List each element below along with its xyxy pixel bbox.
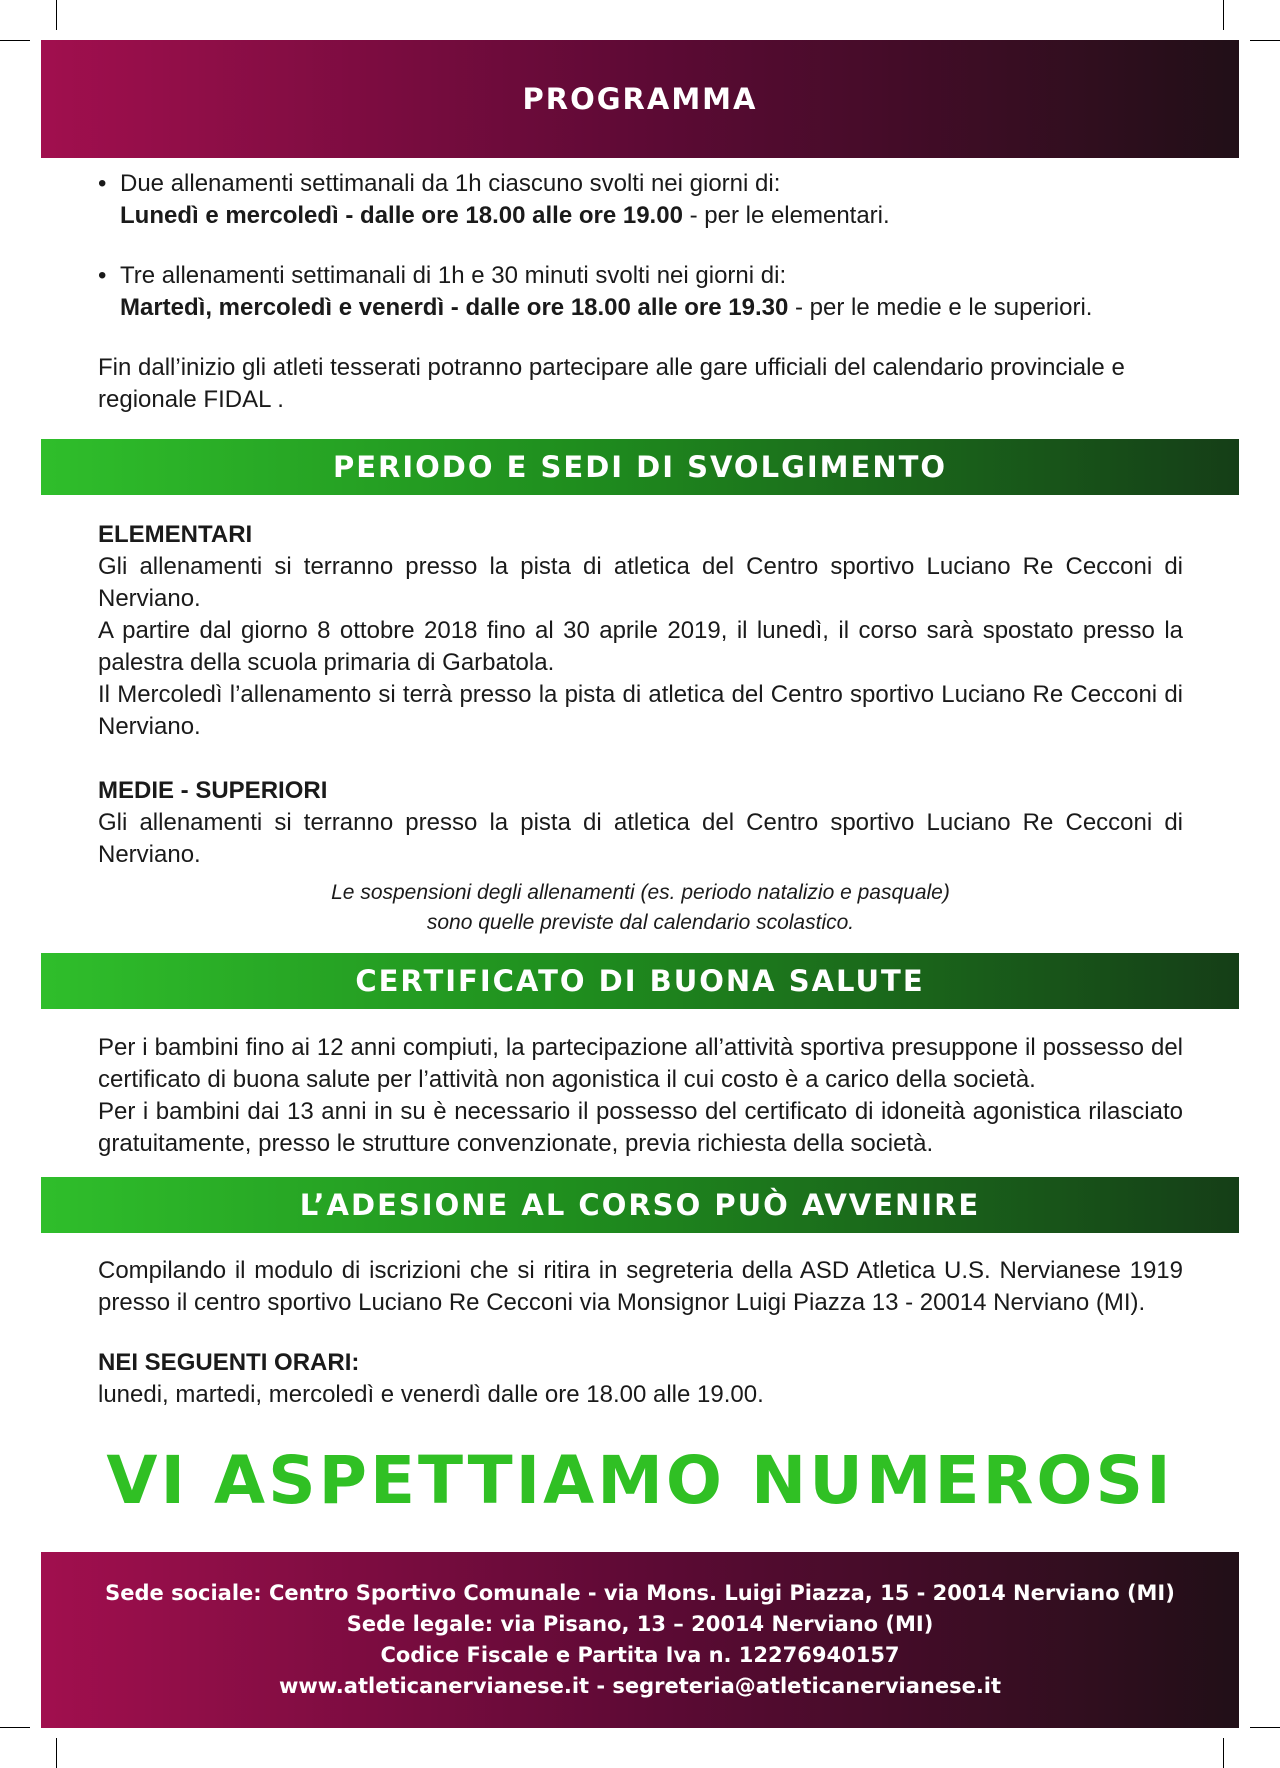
bullet-icon: • xyxy=(98,262,107,289)
sospensioni-note xyxy=(98,878,1183,938)
note-line-2: sono quelle previste dal calendario scolastico. xyxy=(426,911,855,934)
crop-mark-bottom-right xyxy=(1223,1738,1224,1768)
crop-mark-right-top xyxy=(1250,40,1280,41)
bullet-1-line-1: Due allenamenti settimanali da 1h ciascuno svolti nei giorni di: xyxy=(120,170,781,197)
certificato-title: CERTIFICATO DI BUONA SALUTE xyxy=(355,964,925,998)
bullet-2-schedule: Martedì, mercoledì e venerdì - dalle ore 18.00 alle ore 19.30 xyxy=(120,294,789,321)
footer-sede-sociale: Sede sociale: Centro Sportivo Comunale - via Mons. Luigi Piazza, 15 - 20014 Nerviano (MI) xyxy=(105,1581,1175,1605)
programma-paragraph: Fin dall’inizio gli atleti tesserati potranno partecipare alle gare ufficiali del calendario provinciale e regionale FIDAL . xyxy=(98,354,1125,413)
programma-title: PROGRAMMA xyxy=(522,82,758,116)
footer-web-email: www.atleticanervianese.it - segreteria@atleticanervianese.it xyxy=(278,1674,1002,1698)
crop-mark-top-left xyxy=(56,0,57,30)
note-line-1: Le sospensioni degli allenamenti (es. periodo natalizio e pasquale) xyxy=(331,881,950,904)
bullet-1-schedule: Lunedì e mercoledì - dalle ore 18.00 alle ore 19.00 xyxy=(120,202,683,229)
elementari-paragraph-2: A partire dal giorno 8 ottobre 2018 fino al 30 aprile 2019, il lunedì, il corso sarà spostato presso la palestra della scuola primaria di Garbatola. xyxy=(98,617,1183,676)
crop-mark-left-bottom xyxy=(0,1727,30,1728)
crop-mark-left-top xyxy=(0,40,30,41)
adesione-content xyxy=(98,1255,1183,1411)
orari-heading: NEI SEGUENTI ORARI: xyxy=(98,1349,360,1376)
programma-bullet-2 xyxy=(98,260,1183,324)
bullet-icon: • xyxy=(98,170,107,197)
certificato-banner xyxy=(41,953,1239,1009)
periodo-banner xyxy=(41,439,1239,495)
medie-heading: MEDIE - SUPERIORI xyxy=(98,777,328,804)
crop-mark-right-bottom xyxy=(1250,1727,1280,1728)
programma-bullet-1 xyxy=(98,168,1183,232)
elementari-heading: ELEMENTARI xyxy=(98,521,253,548)
footer-contacts xyxy=(41,1552,1239,1728)
periodo-content xyxy=(98,519,1183,871)
crop-mark-bottom-left xyxy=(56,1738,57,1768)
orari-text: lunedi, martedi, mercoledì e venerdì dalle ore 18.00 alle 19.00. xyxy=(98,1381,764,1408)
programma-banner xyxy=(41,40,1239,158)
certificato-paragraph-2: Per i bambini dai 13 anni in su è necessario il possesso del certificato di idoneità agonistica rilasciato gratuitamente, presso le strutture convenzionate, previa richiesta della società. xyxy=(98,1098,1183,1157)
adesione-banner xyxy=(41,1177,1239,1233)
crop-mark-top-right xyxy=(1223,0,1224,30)
certificato-content xyxy=(98,1032,1183,1160)
bullet-2-line-1: Tre allenamenti settimanali di 1h e 30 minuti svolti nei giorni di: xyxy=(120,262,787,289)
programma-content xyxy=(98,168,1183,416)
certificato-paragraph-1: Per i bambini fino ai 12 anni compiuti, la partecipazione all’attività sportiva presuppone il possesso del certificato di buona salute per l’attività non agonistica il cui costo è a carico della società. xyxy=(98,1034,1183,1093)
elementari-paragraph-1: Gli allenamenti si terranno presso la pista di atletica del Centro sportivo Luciano Re Cecconi di Nerviano. xyxy=(98,553,1183,612)
adesione-paragraph: Compilando il modulo di iscrizioni che si ritira in segreteria della ASD Atletica U.S. Nervianese 1919 presso il centro sportivo Luciano Re Cecconi via Monsignor Luigi Piazza 13 - 20014 Nerviano (MI). xyxy=(98,1257,1183,1316)
elementari-paragraph-3: Il Mercoledì l’allenamento si terrà presso la pista di atletica del Centro sportivo Luciano Re Cecconi di Nerviano. xyxy=(98,681,1183,740)
bullet-2-target: - per le medie e le superiori. xyxy=(788,294,1093,321)
closing-slogan: VI ASPETTIAMO NUMEROSI xyxy=(106,1442,1174,1519)
footer-sede-legale: Sede legale: via Pisano, 13 – 20014 Nerviano (MI) xyxy=(346,1612,934,1636)
bullet-1-target: - per le elementari. xyxy=(682,202,890,229)
adesione-title: L’ADESIONE AL CORSO PUÒ AVVENIRE xyxy=(299,1188,981,1222)
footer-codice-fiscale: Codice Fiscale e Partita Iva n. 12276940157 xyxy=(380,1643,900,1667)
medie-paragraph-1: Gli allenamenti si terranno presso la pista di atletica del Centro sportivo Luciano Re Cecconi di Nerviano. xyxy=(98,809,1183,868)
periodo-title: PERIODO E SEDI DI SVOLGIMENTO xyxy=(332,450,948,484)
